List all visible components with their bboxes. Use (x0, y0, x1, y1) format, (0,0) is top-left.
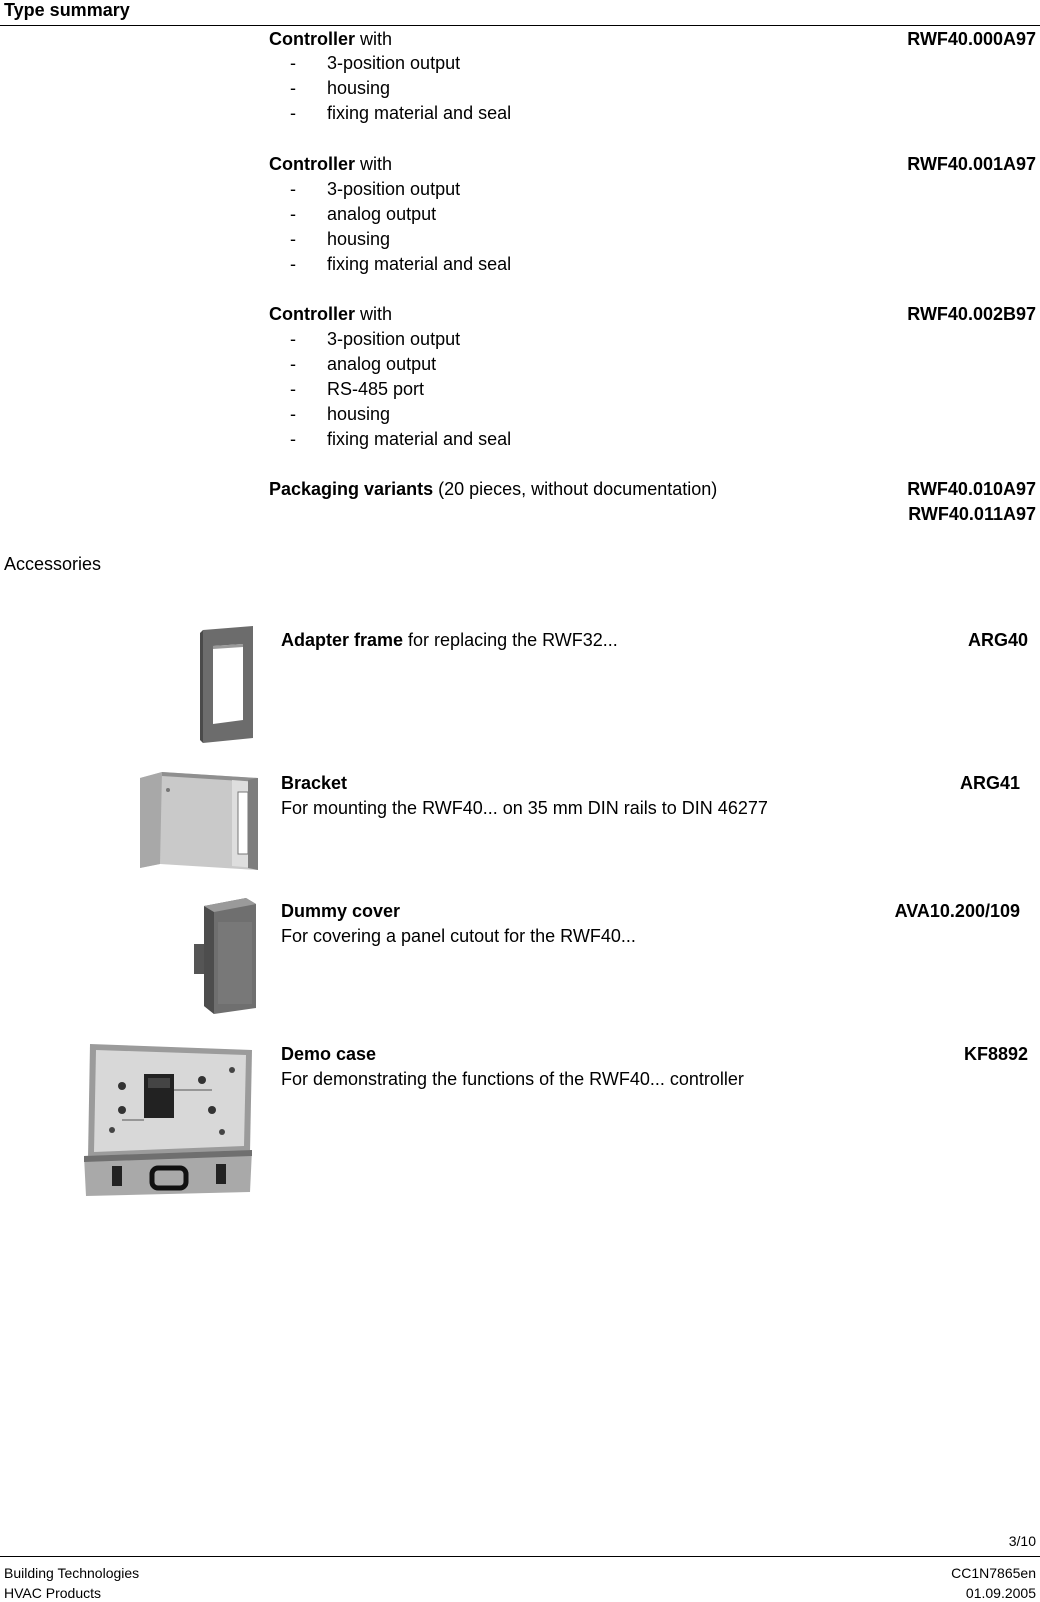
dummy-cover-code: AVA10.200/109 (894, 901, 1020, 921)
list-item: analog output (327, 204, 437, 224)
bracket-code: ARG41 (959, 773, 1020, 793)
adapter-frame-heading (281, 630, 618, 651)
list-item: analog output (327, 354, 437, 374)
footer-rule (0, 1556, 1040, 1557)
dash: - (290, 53, 296, 73)
footer-division: HVAC Products (4, 1585, 101, 1601)
dash: - (290, 254, 296, 274)
dash: - (290, 229, 296, 249)
dummy-cover-name: Dummy cover (281, 901, 401, 921)
list-item: fixing material and seal (327, 103, 512, 123)
header-rule (0, 25, 1040, 26)
footer-doc-id: CC1N7865en (951, 1565, 1036, 1581)
list-item: housing (327, 229, 391, 249)
dash: - (290, 78, 296, 98)
section-title: Type summary (4, 0, 130, 20)
controller-3-code: RWF40.002B97 (907, 304, 1036, 324)
adapter-frame-desc: for replacing the RWF32... (403, 630, 618, 650)
dash: - (290, 329, 296, 349)
dummy-cover-image (190, 898, 258, 1014)
controller-2-heading (269, 154, 392, 175)
packaging-name: Packaging variants (269, 479, 434, 499)
bracket-desc: For mounting the RWF40... on 35 mm DIN rails to DIN 46277 (281, 798, 768, 818)
controller-3-heading (269, 304, 392, 325)
list-item: fixing material and seal (327, 429, 512, 449)
dash: - (290, 354, 296, 374)
controller-1-heading (269, 29, 392, 50)
footer-company: Building Technologies (4, 1565, 140, 1581)
dash: - (290, 429, 296, 449)
bracket-name: Bracket (281, 773, 348, 793)
controller-2-with: with (355, 154, 393, 174)
adapter-frame-name: Adapter frame (281, 630, 404, 650)
packaging-code-2: RWF40.011A97 (908, 504, 1036, 524)
controller-1-name: Controller (269, 29, 356, 49)
bracket-image (138, 768, 258, 873)
dash: - (290, 179, 296, 199)
packaging-code-1: RWF40.010A97 (907, 479, 1036, 499)
demo-case-desc: For demonstrating the functions of the RWF40... controller (281, 1069, 744, 1089)
list-item: housing (327, 78, 391, 98)
adapter-frame-code: ARG40 (967, 630, 1028, 650)
packaging-desc: (20 pieces, without documentation) (433, 479, 718, 499)
controller-2-code: RWF40.001A97 (907, 154, 1036, 174)
adapter-frame-image (197, 626, 257, 744)
dummy-cover-desc: For covering a panel cutout for the RWF40... (281, 926, 636, 946)
demo-case-code: KF8892 (963, 1044, 1028, 1064)
list-item: 3-position output (327, 179, 461, 199)
list-item: fixing material and seal (327, 254, 512, 274)
demo-case-image (82, 1040, 254, 1196)
controller-3-with: with (355, 304, 393, 324)
demo-case-name: Demo case (281, 1044, 377, 1064)
dash: - (290, 103, 296, 123)
dash: - (290, 204, 296, 224)
controller-1-code: RWF40.000A97 (907, 29, 1036, 49)
list-item: 3-position output (327, 53, 461, 73)
footer-date: 01.09.2005 (965, 1585, 1036, 1601)
dash: - (290, 404, 296, 424)
list-item: 3-position output (327, 329, 461, 349)
list-item: housing (327, 404, 391, 424)
accessories-label: Accessories (4, 554, 102, 574)
controller-1-with: with (355, 29, 393, 49)
page-number: 3/10 (1008, 1533, 1036, 1549)
controller-2-name: Controller (269, 154, 356, 174)
controller-3-name: Controller (269, 304, 356, 324)
list-item: RS-485 port (327, 379, 425, 399)
packaging-heading (269, 479, 717, 500)
dash: - (290, 379, 296, 399)
